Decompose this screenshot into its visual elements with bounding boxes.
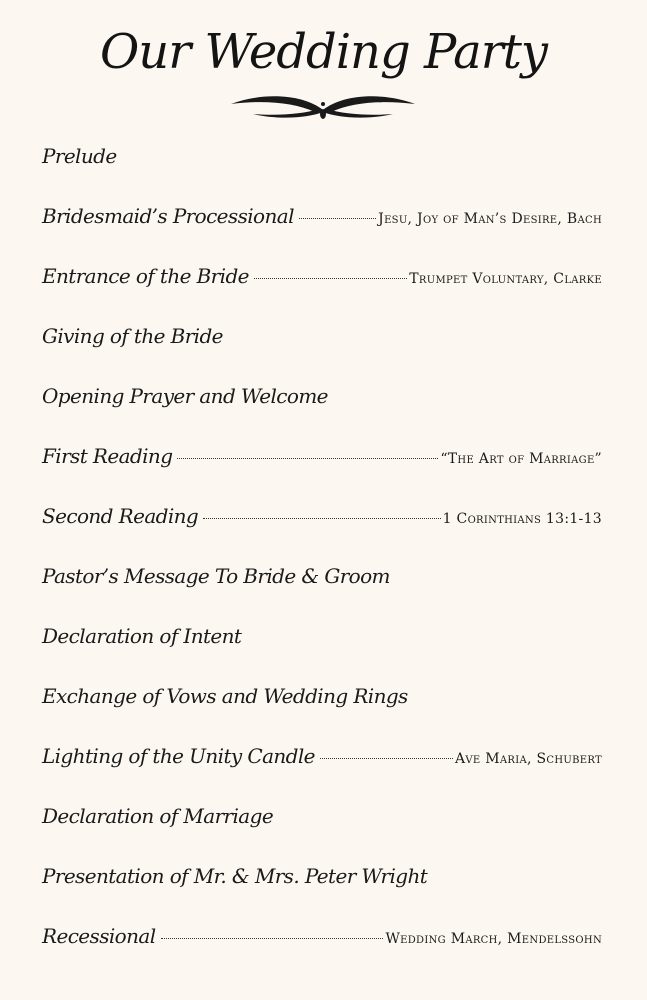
program-item-label: Exchange of Vows and Wedding Rings xyxy=(42,684,408,708)
program-item xyxy=(42,444,602,484)
program-item xyxy=(42,504,602,544)
flourish-ornament-icon xyxy=(223,90,423,124)
program-item xyxy=(42,804,602,844)
program-item-music: Wedding March, Mendelssohn xyxy=(385,931,602,947)
dotted-leader xyxy=(177,458,438,459)
program-item xyxy=(42,864,602,904)
program-item xyxy=(42,204,602,244)
program-item-music: Trumpet Voluntary, Clarke xyxy=(409,271,602,287)
program-item-music: Jesu, Joy of Man’s Desire, Bach xyxy=(378,211,602,227)
program-item-label: First Reading xyxy=(42,444,173,468)
dotted-leader xyxy=(320,758,453,759)
program-item-label: Second Reading xyxy=(42,504,199,528)
program-item xyxy=(42,324,602,364)
program-item xyxy=(42,744,602,784)
dotted-leader xyxy=(161,938,384,939)
program-item xyxy=(42,564,602,604)
program-item-music: 1 Corinthians 13:1-13 xyxy=(442,511,602,527)
program-item-label: Declaration of Marriage xyxy=(42,804,274,828)
program-item xyxy=(42,264,602,304)
dotted-leader xyxy=(203,518,440,519)
program-item-music: “The Art of Marriage” xyxy=(440,451,602,467)
dotted-leader xyxy=(299,218,376,219)
program-item xyxy=(42,684,602,724)
program-item-label: Giving of the Bride xyxy=(42,324,223,348)
program-item xyxy=(42,384,602,424)
program-item-label: Pastor’s Message To Bride & Groom xyxy=(42,564,390,588)
program-item-label: Declaration of Intent xyxy=(42,624,242,648)
program-item xyxy=(42,924,602,964)
program-item-label: Lighting of the Unity Candle xyxy=(42,744,315,768)
dotted-leader xyxy=(254,278,407,279)
program-item xyxy=(42,144,602,184)
page-title: Our Wedding Party xyxy=(99,24,548,80)
program-item-label: Opening Prayer and Welcome xyxy=(42,384,328,408)
program-item-label: Entrance of the Bride xyxy=(42,264,249,288)
program-item-label: Presentation of Mr. & Mrs. Peter Wright xyxy=(42,864,428,888)
program-item-music: Ave Maria, Schubert xyxy=(454,751,602,767)
program-item xyxy=(42,624,602,664)
program-item-label: Bridesmaid’s Processional xyxy=(42,204,294,228)
program-item-label: Prelude xyxy=(42,144,117,168)
program-item-label: Recessional xyxy=(42,924,156,948)
